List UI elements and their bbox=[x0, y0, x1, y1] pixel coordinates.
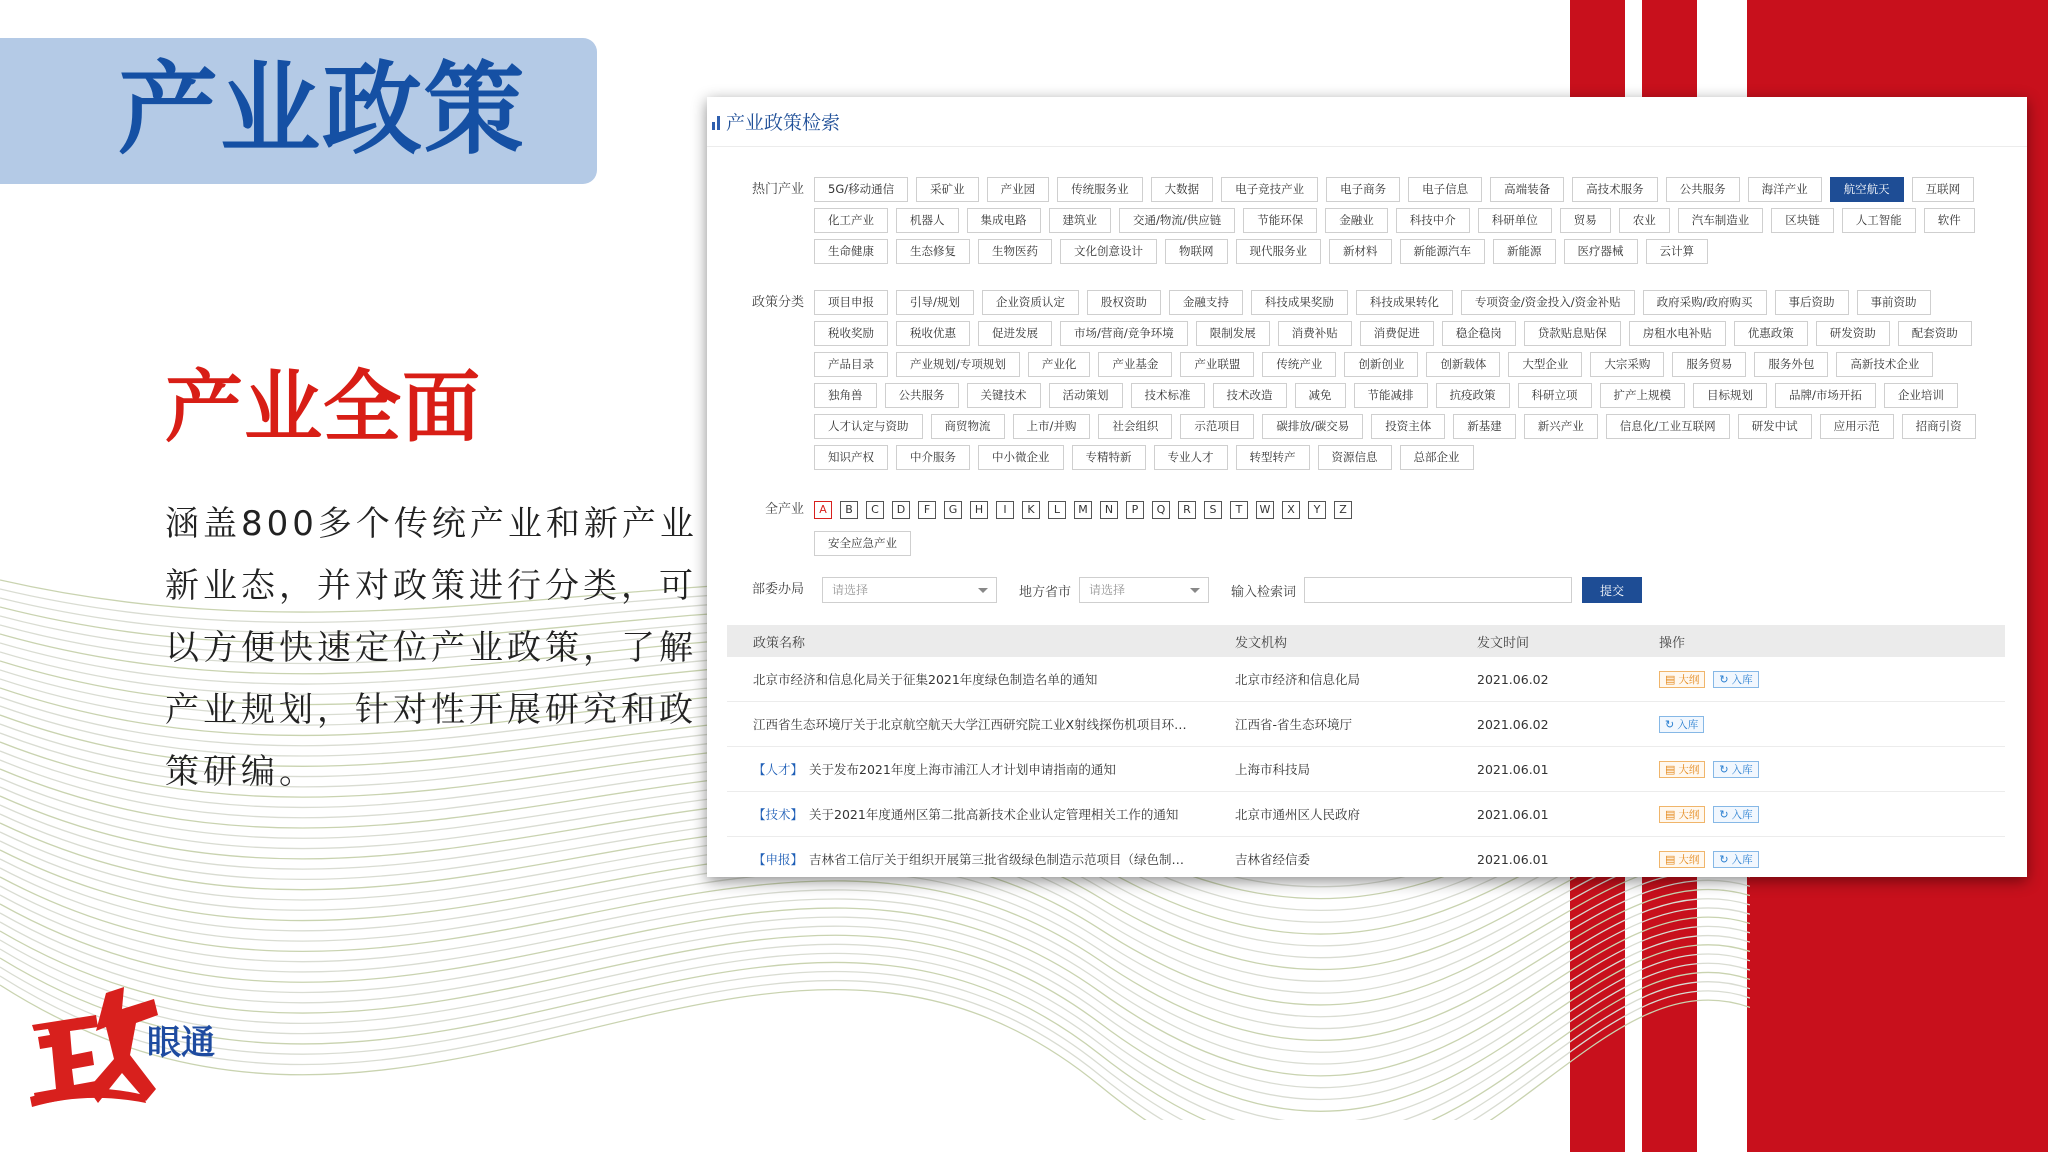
filter-tag[interactable]: 文化创意设计 bbox=[1060, 239, 1157, 264]
refresh-icon: ↻ bbox=[1665, 717, 1675, 731]
issuing-org: 上海市科技局 bbox=[1235, 762, 1311, 777]
filter-tag[interactable]: 目标规划 bbox=[1693, 383, 1767, 408]
table-header bbox=[727, 625, 2005, 657]
issuing-org: 北京市经济和信息化局 bbox=[1235, 672, 1361, 687]
all-industry-tags bbox=[814, 531, 1994, 556]
issuing-org: 北京市通州区人民政府 bbox=[1235, 807, 1361, 822]
filter-tag[interactable]: 配套资助 bbox=[1898, 321, 1972, 346]
filter-tag[interactable]: 抗疫政策 bbox=[1436, 383, 1510, 408]
letter-index-item[interactable]: K bbox=[1022, 501, 1040, 519]
filter-tag[interactable]: 促进发展 bbox=[978, 321, 1052, 346]
letter-index-item[interactable]: M bbox=[1074, 501, 1092, 519]
filter-tag[interactable]: 传统产业 bbox=[1262, 352, 1336, 377]
row-actions bbox=[1659, 716, 1999, 733]
store-button[interactable] bbox=[1713, 761, 1758, 778]
filter-tag[interactable]: 活动策划 bbox=[1049, 383, 1123, 408]
filter-tag[interactable]: 消费促进 bbox=[1360, 321, 1434, 346]
issuing-org: 吉林省经信委 bbox=[1235, 852, 1311, 867]
filter-tag[interactable]: 关键技术 bbox=[967, 383, 1041, 408]
filter-tag[interactable]: 研发中试 bbox=[1738, 414, 1812, 439]
filter-tag[interactable]: 化工产业 bbox=[814, 208, 888, 233]
filter-tag[interactable]: 生物医药 bbox=[978, 239, 1052, 264]
filter-tag[interactable]: 科技成果奖励 bbox=[1251, 290, 1348, 315]
letter-index-item[interactable]: T bbox=[1230, 501, 1248, 519]
filter-tag[interactable]: 贸易 bbox=[1560, 208, 1611, 233]
panel-title: 产业政策检索 bbox=[726, 112, 841, 134]
letter-index-item[interactable]: A bbox=[814, 501, 832, 519]
store-button[interactable] bbox=[1713, 851, 1758, 868]
document-icon: ▤ bbox=[1665, 672, 1676, 686]
store-button[interactable] bbox=[1713, 671, 1758, 688]
policy-name-text[interactable]: 江西省生态环境厅关于北京航空航天大学江西研究院工业X射线探伤机项目环… bbox=[753, 717, 1187, 732]
filter-tag[interactable]: 物联网 bbox=[1165, 239, 1228, 264]
filter-tag[interactable]: 知识产权 bbox=[814, 445, 888, 470]
filter-tag[interactable]: 医疗器械 bbox=[1564, 239, 1638, 264]
row-actions bbox=[1659, 851, 1999, 868]
letter-index-item[interactable]: Z bbox=[1334, 501, 1352, 519]
table-row[interactable] bbox=[727, 792, 2005, 837]
filter-tag[interactable]: 企业资质认定 bbox=[982, 290, 1079, 315]
filter-tag[interactable]: 事后资助 bbox=[1775, 290, 1849, 315]
store-button-label: 入库 bbox=[1731, 763, 1753, 776]
filter-tag[interactable]: 稳企稳岗 bbox=[1442, 321, 1516, 346]
filter-tag[interactable]: 科技成果转化 bbox=[1356, 290, 1453, 315]
filter-tag[interactable]: 科研立项 bbox=[1518, 383, 1592, 408]
column-header-org: 发文机构 bbox=[1235, 635, 1288, 651]
document-icon: ▤ bbox=[1665, 852, 1676, 866]
filter-tag[interactable]: 资源信息 bbox=[1318, 445, 1392, 470]
policy-name-text[interactable]: 关于2021年度通州区第二批高新技术企业认定管理相关工作的通知 bbox=[809, 807, 1179, 822]
filter-tag[interactable]: 汽车制造业 bbox=[1678, 208, 1764, 233]
filter-tag[interactable]: 限制发展 bbox=[1196, 321, 1270, 346]
filter-tag[interactable]: 政府采购/政府购买 bbox=[1643, 290, 1767, 315]
issue-date: 2021.06.02 bbox=[1477, 716, 1549, 732]
policy-name[interactable] bbox=[727, 670, 1235, 688]
letter-index-item[interactable]: Q bbox=[1152, 501, 1170, 519]
filter-tag[interactable]: 农业 bbox=[1619, 208, 1670, 233]
filter-tag[interactable]: 社会组织 bbox=[1098, 414, 1172, 439]
region-label: 地方省市 bbox=[1019, 584, 1072, 600]
outline-button[interactable] bbox=[1659, 806, 1705, 823]
chevron-down-icon bbox=[978, 588, 988, 593]
filter-tag[interactable]: 交通/物流/供应链 bbox=[1119, 208, 1235, 233]
filter-tag[interactable]: 项目申报 bbox=[814, 290, 888, 315]
table-body bbox=[727, 657, 2005, 877]
filter-tag[interactable]: 新基建 bbox=[1453, 414, 1516, 439]
filter-tag[interactable]: 技术标准 bbox=[1131, 383, 1205, 408]
filter-tag[interactable]: 采矿业 bbox=[916, 177, 979, 202]
filter-tag[interactable]: 机器人 bbox=[896, 208, 959, 233]
letter-index-item[interactable]: I bbox=[996, 501, 1014, 519]
table-row[interactable] bbox=[727, 702, 2005, 747]
filter-tag[interactable]: 金融支持 bbox=[1169, 290, 1243, 315]
filter-tag[interactable]: 创新载体 bbox=[1426, 352, 1500, 377]
outline-button-label: 大纲 bbox=[1678, 763, 1700, 776]
filter-tag[interactable]: 房租水电补贴 bbox=[1629, 321, 1726, 346]
outline-button[interactable] bbox=[1659, 761, 1705, 778]
letter-index-item[interactable]: L bbox=[1048, 501, 1066, 519]
filter-tag[interactable]: 传统服务业 bbox=[1057, 177, 1143, 202]
filter-tag[interactable]: 海洋产业 bbox=[1748, 177, 1822, 202]
filter-tag[interactable]: 区块链 bbox=[1771, 208, 1834, 233]
filter-tag[interactable]: 产业联盟 bbox=[1180, 352, 1254, 377]
policy-search-panel bbox=[707, 97, 2027, 877]
filter-tag[interactable]: 电子商务 bbox=[1326, 177, 1400, 202]
policy-name-text[interactable]: 关于发布2021年度上海市浦江人才计划申请指南的通知 bbox=[809, 762, 1116, 777]
hot-industry-label: 热门产业 bbox=[751, 182, 804, 197]
policy-category-label: 政策分类 bbox=[751, 295, 804, 310]
filter-tag[interactable]: 高新技术企业 bbox=[1836, 352, 1933, 377]
wave-line bbox=[0, 940, 1750, 1120]
row-actions bbox=[1659, 671, 1999, 688]
filter-tag[interactable]: 新能源 bbox=[1493, 239, 1556, 264]
store-button-label: 入库 bbox=[1731, 853, 1753, 866]
filter-tag[interactable]: 金融业 bbox=[1325, 208, 1388, 233]
filter-tag[interactable]: 生态修复 bbox=[896, 239, 970, 264]
section-subtitle: 产业全面 bbox=[165, 363, 482, 453]
filter-tag[interactable]: 税收奖励 bbox=[814, 321, 888, 346]
filter-tag[interactable]: 安全应急产业 bbox=[814, 531, 911, 556]
filter-tag[interactable]: 专精特新 bbox=[1072, 445, 1146, 470]
dept-label: 部委办局 bbox=[751, 582, 804, 597]
filter-tag[interactable]: 中小微企业 bbox=[978, 445, 1064, 470]
refresh-icon: ↻ bbox=[1719, 762, 1729, 776]
letter-index-item[interactable]: R bbox=[1178, 501, 1196, 519]
issue-date: 2021.06.01 bbox=[1477, 806, 1549, 822]
filter-tag[interactable]: 建筑业 bbox=[1049, 208, 1112, 233]
wave-line bbox=[0, 913, 1750, 1088]
letter-index-item[interactable]: Y bbox=[1308, 501, 1326, 519]
wave-line bbox=[0, 877, 1750, 1040]
issue-date: 2021.06.01 bbox=[1477, 761, 1549, 777]
submit-button[interactable]: 提交 bbox=[1582, 577, 1642, 603]
filter-tag[interactable]: 新材料 bbox=[1329, 239, 1392, 264]
hot-industry-filter bbox=[707, 177, 1994, 264]
table-row[interactable] bbox=[727, 837, 2005, 877]
section-description: 涵盖800多个传统产业和新产业新业态，并对政策进行分类，可以方便快速定位产业政策，了解产业规划，针对性开展研究和政策研编。 bbox=[165, 504, 698, 792]
outline-button-label: 大纲 bbox=[1678, 673, 1700, 686]
letter-index-item[interactable]: X bbox=[1282, 501, 1300, 519]
filter-tag[interactable]: 商贸物流 bbox=[931, 414, 1005, 439]
row-actions bbox=[1659, 806, 1999, 823]
filter-tag[interactable]: 服务外包 bbox=[1754, 352, 1828, 377]
filter-tag[interactable]: 高端装备 bbox=[1490, 177, 1564, 202]
filter-tag[interactable]: 信息化/工业互联网 bbox=[1606, 414, 1730, 439]
filter-tag[interactable]: 产业基金 bbox=[1098, 352, 1172, 377]
filter-tag[interactable]: 云计算 bbox=[1646, 239, 1709, 264]
table-row[interactable] bbox=[727, 747, 2005, 792]
filter-tag[interactable]: 生命健康 bbox=[814, 239, 888, 264]
store-button-label: 入库 bbox=[1731, 808, 1753, 821]
refresh-icon: ↻ bbox=[1719, 807, 1729, 821]
hot-industry-tags bbox=[814, 177, 1994, 264]
store-button[interactable] bbox=[1659, 716, 1704, 733]
letter-index-item[interactable]: N bbox=[1100, 501, 1118, 519]
filter-tag[interactable]: 应用示范 bbox=[1820, 414, 1894, 439]
filter-tag[interactable]: 研发资助 bbox=[1816, 321, 1890, 346]
chevron-down-icon bbox=[1190, 588, 1200, 593]
filter-tag[interactable]: 品牌/市场开拓 bbox=[1775, 383, 1876, 408]
policy-type-badge: 【申报】 bbox=[753, 852, 804, 867]
column-header-date: 发文时间 bbox=[1477, 635, 1530, 651]
filter-tag[interactable]: 软件 bbox=[1924, 208, 1975, 233]
all-industry-label: 全产业 bbox=[764, 502, 804, 517]
filter-tag[interactable]: 转型转产 bbox=[1236, 445, 1310, 470]
document-icon: ▤ bbox=[1665, 762, 1676, 776]
filter-tag[interactable]: 产业规划/专项规划 bbox=[896, 352, 1020, 377]
letter-index-item[interactable]: D bbox=[892, 501, 910, 519]
filter-tag[interactable]: 股权资助 bbox=[1087, 290, 1161, 315]
letter-index-item[interactable]: G bbox=[944, 501, 962, 519]
filter-tag[interactable]: 节能减排 bbox=[1354, 383, 1428, 408]
filter-tag[interactable]: 科研单位 bbox=[1478, 208, 1552, 233]
filter-tag[interactable]: 专业人才 bbox=[1154, 445, 1228, 470]
policy-name[interactable] bbox=[727, 760, 1235, 778]
policy-name[interactable] bbox=[727, 850, 1235, 868]
filter-tag[interactable]: 贷款贴息贴保 bbox=[1524, 321, 1621, 346]
policy-name[interactable] bbox=[727, 715, 1235, 733]
filter-tag[interactable]: 大宗采购 bbox=[1590, 352, 1664, 377]
filter-tag[interactable]: 互联网 bbox=[1912, 177, 1975, 202]
row-actions bbox=[1659, 761, 1999, 778]
store-button-label: 入库 bbox=[1731, 673, 1753, 686]
filter-tag[interactable]: 人才认定与资助 bbox=[814, 414, 923, 439]
filter-tag[interactable]: 市场/营商/竞争环境 bbox=[1060, 321, 1188, 346]
filter-tag[interactable]: 减免 bbox=[1295, 383, 1346, 408]
filter-tag[interactable]: 引导/规划 bbox=[896, 290, 974, 315]
filter-tag[interactable]: 产业化 bbox=[1028, 352, 1091, 377]
filter-tag[interactable]: 5G/移动通信 bbox=[814, 177, 908, 202]
letter-index-item[interactable]: H bbox=[970, 501, 988, 519]
filter-tag[interactable]: 航空航天 bbox=[1830, 177, 1904, 202]
panel-header bbox=[707, 97, 2027, 147]
filter-tag[interactable]: 高技术服务 bbox=[1572, 177, 1658, 202]
filter-tag[interactable]: 消费补贴 bbox=[1278, 321, 1352, 346]
policy-table bbox=[727, 625, 2005, 877]
filter-tag[interactable]: 碳排放/碳交易 bbox=[1262, 414, 1363, 439]
filter-tag[interactable]: 大数据 bbox=[1151, 177, 1214, 202]
region-select-value: 请选择 bbox=[1089, 583, 1126, 597]
outline-button-label: 大纲 bbox=[1678, 853, 1700, 866]
filter-tag[interactable]: 税收优惠 bbox=[896, 321, 970, 346]
policy-category-tags bbox=[814, 290, 1994, 470]
refresh-icon: ↻ bbox=[1719, 852, 1729, 866]
filter-tag[interactable]: 优惠政策 bbox=[1734, 321, 1808, 346]
filter-tag[interactable]: 电子信息 bbox=[1408, 177, 1482, 202]
filter-tag[interactable]: 专项资金/资金投入/资金补贴 bbox=[1461, 290, 1635, 315]
issue-date: 2021.06.01 bbox=[1477, 851, 1549, 867]
letter-index bbox=[814, 497, 1994, 523]
filter-tag[interactable]: 节能环保 bbox=[1243, 208, 1317, 233]
filter-tag[interactable]: 投资主体 bbox=[1371, 414, 1445, 439]
letter-index-item[interactable]: P bbox=[1126, 501, 1144, 519]
outline-button[interactable] bbox=[1659, 671, 1705, 688]
dept-select-value: 请选择 bbox=[832, 583, 869, 597]
policy-type-badge: 【技术】 bbox=[753, 807, 804, 822]
filter-tag[interactable]: 中介服务 bbox=[896, 445, 970, 470]
filter-tag[interactable]: 科技中介 bbox=[1396, 208, 1470, 233]
brand-logo-text: 眼通 bbox=[147, 1023, 215, 1063]
document-icon: ▤ bbox=[1665, 807, 1676, 821]
wave-line bbox=[0, 976, 1750, 1120]
all-industry-filter bbox=[707, 497, 1994, 556]
filter-tag[interactable]: 产品目录 bbox=[814, 352, 888, 377]
filter-tag[interactable]: 总部企业 bbox=[1400, 445, 1474, 470]
filter-tag[interactable]: 扩产上规模 bbox=[1600, 383, 1686, 408]
store-button[interactable] bbox=[1713, 806, 1758, 823]
filter-tag[interactable]: 公共服务 bbox=[1666, 177, 1740, 202]
bar-chart-icon bbox=[712, 114, 720, 130]
filter-tag[interactable]: 现代服务业 bbox=[1236, 239, 1322, 264]
table-row[interactable] bbox=[727, 657, 2005, 702]
filter-tag[interactable]: 新兴产业 bbox=[1524, 414, 1598, 439]
page-title: 产业政策 bbox=[118, 51, 526, 168]
filter-tag[interactable]: 新能源汽车 bbox=[1400, 239, 1486, 264]
filter-tag[interactable]: 公共服务 bbox=[885, 383, 959, 408]
filter-tag[interactable]: 上市/并购 bbox=[1013, 414, 1091, 439]
column-header-actions: 操作 bbox=[1659, 635, 1686, 651]
dept-select[interactable] bbox=[822, 577, 997, 603]
search-row bbox=[707, 577, 1642, 603]
refresh-icon: ↻ bbox=[1719, 672, 1729, 686]
region-select[interactable] bbox=[1079, 577, 1209, 603]
filter-tag[interactable]: 企业培训 bbox=[1884, 383, 1958, 408]
issuing-org: 江西省-省生态环境厅 bbox=[1235, 717, 1353, 732]
letter-index-item[interactable]: B bbox=[840, 501, 858, 519]
filter-tag[interactable]: 创新创业 bbox=[1344, 352, 1418, 377]
policy-category-filter bbox=[707, 290, 1994, 470]
column-header-name: 政策名称 bbox=[753, 635, 806, 651]
filter-tag[interactable]: 大型企业 bbox=[1508, 352, 1582, 377]
filter-tag[interactable]: 集成电路 bbox=[967, 208, 1041, 233]
store-button-label: 入库 bbox=[1677, 718, 1699, 731]
outline-button[interactable] bbox=[1659, 851, 1705, 868]
filter-tag[interactable]: 事前资助 bbox=[1857, 290, 1931, 315]
policy-name[interactable] bbox=[727, 805, 1235, 823]
issue-date: 2021.06.02 bbox=[1477, 671, 1549, 687]
filter-tag[interactable]: 独角兽 bbox=[814, 383, 877, 408]
policy-name-text[interactable]: 北京市经济和信息化局关于征集2021年度绿色制造名单的通知 bbox=[753, 672, 1098, 687]
filter-tag[interactable]: 人工智能 bbox=[1842, 208, 1916, 233]
filter-tag[interactable]: 电子竞技产业 bbox=[1221, 177, 1318, 202]
letter-index-item[interactable]: F bbox=[918, 501, 936, 519]
letter-index-item[interactable]: W bbox=[1256, 501, 1274, 519]
filter-tag[interactable]: 示范项目 bbox=[1180, 414, 1254, 439]
policy-name-text[interactable]: 吉林省工信厅关于组织开展第三批省级绿色制造示范项目（绿色制… bbox=[809, 852, 1185, 867]
filter-tag[interactable]: 服务贸易 bbox=[1672, 352, 1746, 377]
filter-tag[interactable]: 招商引资 bbox=[1902, 414, 1976, 439]
policy-type-badge: 【人才】 bbox=[753, 762, 804, 777]
letter-index-item[interactable]: S bbox=[1204, 501, 1222, 519]
keyword-label: 输入检索词 bbox=[1231, 584, 1297, 600]
letter-index-item[interactable]: C bbox=[866, 501, 884, 519]
keyword-input[interactable] bbox=[1304, 577, 1572, 603]
filter-tag[interactable]: 技术改造 bbox=[1213, 383, 1287, 408]
outline-button-label: 大纲 bbox=[1678, 808, 1700, 821]
filter-tag[interactable]: 产业园 bbox=[987, 177, 1050, 202]
